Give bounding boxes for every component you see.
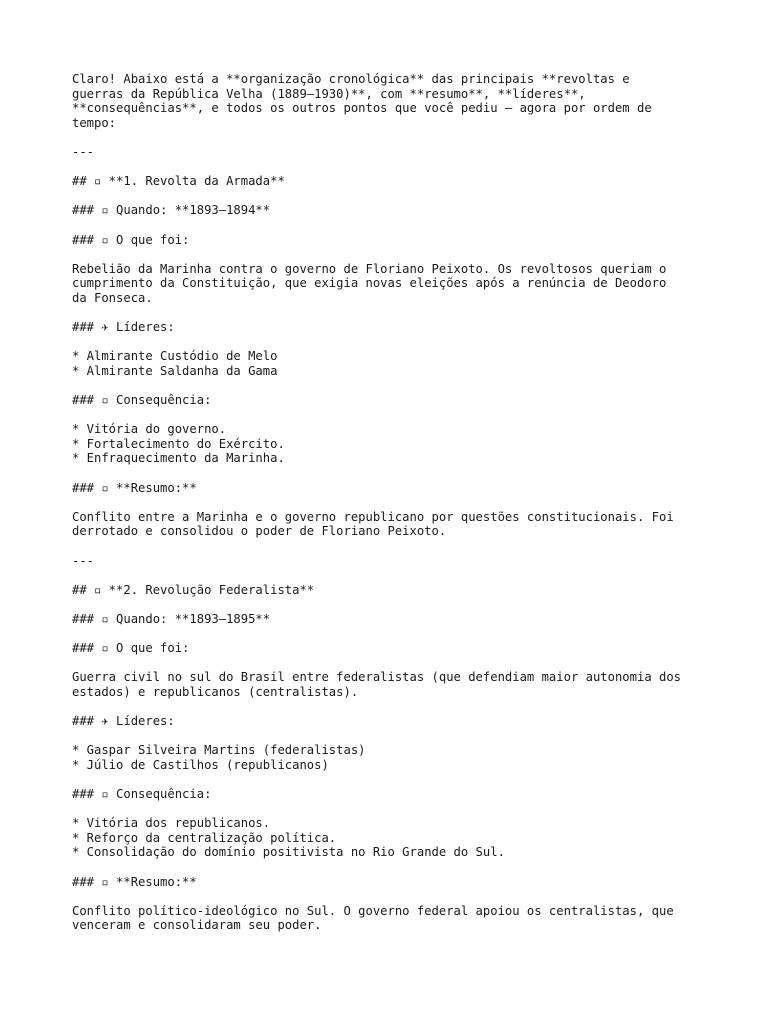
subsection-heading: ### ▫ **Resumo:** xyxy=(72,874,197,889)
text-line: **consequências**, e todos os outros pontos que você pediu — agora por ordem de xyxy=(72,101,652,116)
blank-line xyxy=(72,729,712,744)
list-item: * Gaspar Silveira Martins (federalistas) xyxy=(72,743,366,758)
list-item: * Vitória dos republicanos. xyxy=(72,816,271,831)
list-item: * Consolidação do domínio positivista no Rio Grande do Sul. xyxy=(72,845,505,860)
blank-line xyxy=(72,539,712,554)
text-line: Claro! Abaixo está a **organização cronológica** das principais **revoltas e xyxy=(72,72,630,86)
list-item: * Vitória do governo. xyxy=(72,422,227,437)
subsection-heading: ### ▫ Consequência: xyxy=(72,787,212,802)
text-line: guerras da República Velha (1889–1930)**, com **resumo**, **líderes**, xyxy=(72,86,586,101)
blank-line xyxy=(72,218,712,233)
text-line: da Fonseca. xyxy=(72,290,153,305)
blank-line xyxy=(72,700,712,715)
blank-line xyxy=(72,597,712,612)
list-item: * Reforço da centralização política. xyxy=(72,830,337,845)
list-item: * Fortalecimento do Exército. xyxy=(72,436,285,451)
subsection-heading: ### ▫ Consequência: xyxy=(72,393,212,408)
document-page xyxy=(72,72,712,933)
blank-line xyxy=(72,160,712,175)
list-item: * Almirante Saldanha da Gama xyxy=(72,363,278,378)
blank-line xyxy=(72,335,712,350)
subsection-heading: ### ▫ O que foi: xyxy=(72,641,190,656)
blank-line xyxy=(72,466,712,481)
blank-line xyxy=(72,247,712,262)
text-line: estados) e republicanos (centralistas). xyxy=(72,684,359,699)
blank-line xyxy=(72,802,712,817)
blank-line xyxy=(72,773,712,788)
subsection-heading: ### ▫ O que foi: xyxy=(72,232,190,247)
text-line: Conflito entre a Marinha e o governo republicano por questões constitucionais. Foi xyxy=(72,509,674,524)
text-line: Rebelião da Marinha contra o governo de Floriano Peixoto. Os revoltosos queriam o xyxy=(72,261,667,276)
blank-line xyxy=(72,189,712,204)
text-line: tempo: xyxy=(72,115,117,130)
blank-line xyxy=(72,306,712,321)
horizontal-rule: --- xyxy=(72,144,95,159)
text-line: derrotado e consolidou o poder de Floriano Peixoto. xyxy=(72,524,447,539)
blank-line xyxy=(72,627,712,642)
section-heading: ## ▫ **2. Revolução Federalista** xyxy=(72,582,315,597)
document-text xyxy=(72,72,712,933)
subsection-heading: ### ✈ Líderes: xyxy=(72,320,175,335)
blank-line xyxy=(72,860,712,875)
blank-line xyxy=(72,378,712,393)
blank-line xyxy=(72,130,712,145)
blank-line xyxy=(72,889,712,904)
text-line: cumprimento da Constituição, que exigia novas eleições após a renúncia de Deodoro xyxy=(72,276,667,291)
text-line: Conflito político-ideológico no Sul. O governo federal apoiou os centralistas, que xyxy=(72,903,674,918)
blank-line xyxy=(72,656,712,671)
blank-line xyxy=(72,568,712,583)
blank-line xyxy=(72,408,712,423)
subsection-heading: ### ▫ Quando: **1893–1895** xyxy=(72,611,271,626)
list-item: * Almirante Custódio de Melo xyxy=(72,349,278,364)
subsection-heading: ### ▫ Quando: **1893–1894** xyxy=(72,203,271,218)
blank-line xyxy=(72,495,712,510)
subsection-heading: ### ▫ **Resumo:** xyxy=(72,480,197,495)
text-line: Guerra civil no sul do Brasil entre federalistas (que defendiam maior autonomia dos xyxy=(72,670,682,685)
horizontal-rule: --- xyxy=(72,553,95,568)
list-item: * Júlio de Castilhos (republicanos) xyxy=(72,757,329,772)
text-line: venceram e consolidaram seu poder. xyxy=(72,918,322,933)
section-heading: ## ▫ **1. Revolta da Armada** xyxy=(72,174,285,189)
subsection-heading: ### ✈ Líderes: xyxy=(72,714,175,729)
list-item: * Enfraquecimento da Marinha. xyxy=(72,451,285,466)
